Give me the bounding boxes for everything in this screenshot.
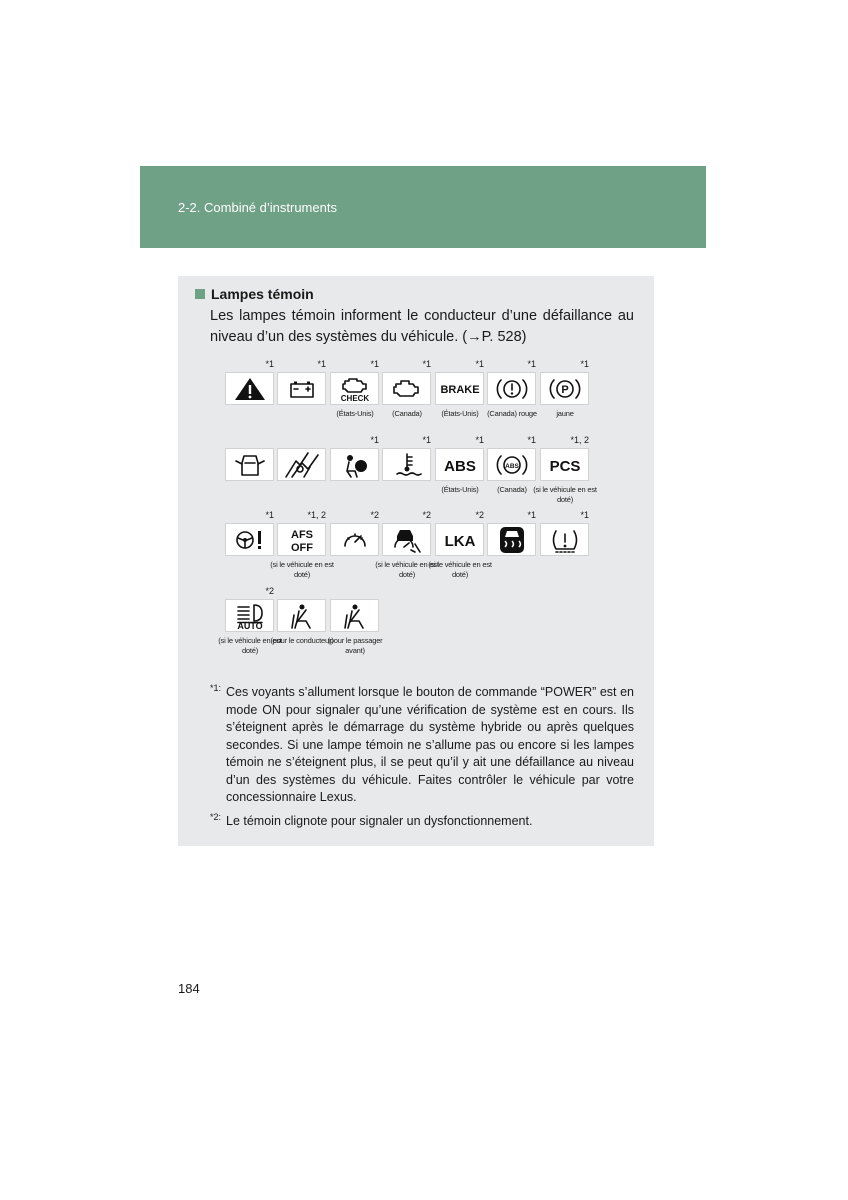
open-door-icon bbox=[225, 448, 274, 481]
seatbelt-driver-icon bbox=[277, 599, 326, 632]
icon-label: LKA bbox=[444, 532, 475, 550]
footnote-ref: *1 bbox=[422, 435, 431, 445]
indicator-cell bbox=[330, 510, 379, 560]
indicator-cell bbox=[487, 435, 536, 495]
check-engine-icon bbox=[330, 372, 379, 405]
indicator-cell bbox=[218, 586, 282, 656]
footnote-ref: *1 bbox=[475, 435, 484, 445]
indicator-cell bbox=[330, 435, 379, 485]
footnote-text: Ces voyants s’allument lorsque le bouton de commande “POWER” est en mode ON pour signaler qu’une vérification de système est en cours. Ils s’éteignent après le démarrage du système hybride ou après quelques secondes. Si une lampe témoin ne s’allume pas ou encore si les lampes témoin ne s’éteignent plus, il se peut qu’il y ait une défaillance au niveau d’un des systèmes du véhicule. Faites contrôler le véhicule par votre concessionnaire Lexus. bbox=[226, 685, 634, 804]
indicator-cell bbox=[225, 359, 274, 409]
footnote-ref: *1 bbox=[265, 359, 274, 369]
indicator-caption: (si le véhicule en est doté) bbox=[533, 485, 597, 504]
footnote-ref: *2 bbox=[265, 586, 274, 596]
footnote-ref: *1, 2 bbox=[570, 435, 589, 445]
footnote-ref: *1 bbox=[370, 359, 379, 369]
intro-paragraph: Les lampes témoin informent le conducteur d’une défaillance au niveau d’un des systèmes du véhicule. (→P. 528) bbox=[210, 308, 634, 345]
footnotes bbox=[210, 684, 634, 830]
footnote-2 bbox=[210, 813, 634, 831]
indicator-caption: (Canada) rouge bbox=[487, 409, 537, 418]
airbag-icon bbox=[330, 448, 379, 481]
footnote-ref: *1 bbox=[317, 359, 326, 369]
footnote-ref: *1 bbox=[580, 359, 589, 369]
brake-text-icon bbox=[435, 372, 484, 405]
seatbelt-passenger-icon bbox=[330, 599, 379, 632]
parking-brake-icon bbox=[540, 372, 589, 405]
footnote-ref: *1 bbox=[265, 510, 274, 520]
indicator-cell bbox=[533, 435, 597, 505]
tire-pressure-icon bbox=[540, 523, 589, 556]
indicator-cell bbox=[270, 599, 334, 646]
footnote-ref: *1 bbox=[527, 435, 536, 445]
indicator-cell bbox=[540, 510, 589, 560]
footnote-ref: *1 bbox=[527, 510, 536, 520]
coolant-temperature-icon bbox=[382, 448, 431, 481]
footnote-ref: *2 bbox=[475, 510, 484, 520]
auto-headlight-icon bbox=[225, 599, 274, 632]
indicator-lamps-panel bbox=[178, 276, 654, 846]
icon-label: AFS bbox=[290, 528, 313, 541]
icon-label: ABS bbox=[504, 462, 519, 470]
indicator-cell bbox=[277, 359, 326, 409]
icon-label: PCS bbox=[549, 457, 580, 475]
indicator-cell bbox=[327, 599, 383, 656]
indicator-cell bbox=[225, 448, 274, 485]
indicator-cell bbox=[270, 510, 334, 580]
battery-icon bbox=[277, 372, 326, 405]
warning-triangle-icon bbox=[225, 372, 274, 405]
footnote-mark: *2: bbox=[210, 811, 222, 822]
cruise-control-icon bbox=[330, 523, 379, 556]
icon-label: ABS bbox=[443, 457, 476, 475]
indicator-caption: (pour le passager avant) bbox=[327, 636, 383, 655]
indicator-caption: (États-Unis) bbox=[441, 409, 479, 418]
indicator-caption: (Canada) bbox=[392, 409, 422, 418]
icon-label: CHECK bbox=[340, 393, 369, 403]
footnote-ref: *2 bbox=[422, 510, 431, 520]
navigation-map-icon bbox=[277, 448, 326, 481]
indicator-caption: (si le véhicule en est doté) bbox=[270, 560, 334, 579]
lka-text-icon bbox=[435, 523, 484, 556]
icon-label: OFF bbox=[290, 541, 313, 554]
footnote-mark: *1: bbox=[210, 683, 222, 693]
footnote-ref: *2 bbox=[370, 510, 379, 520]
afs-off-icon bbox=[277, 523, 326, 556]
svg-text:P: P bbox=[560, 383, 569, 396]
square-bullet-icon bbox=[195, 289, 205, 299]
section-heading-text: Lampes témoin bbox=[211, 286, 314, 302]
section-title: 2-2. Combiné d’instruments bbox=[178, 200, 337, 215]
pcs-text-icon bbox=[540, 448, 589, 481]
indicator-caption: (si le véhicule en est doté) bbox=[428, 560, 492, 579]
indicator-cell bbox=[277, 448, 326, 485]
indicator-caption: (Canada) bbox=[497, 485, 527, 494]
indicator-cell bbox=[487, 510, 536, 560]
indicator-cell bbox=[375, 510, 439, 580]
indicator-cell bbox=[382, 359, 431, 419]
footnote-ref: *1 bbox=[370, 435, 379, 445]
indicator-caption: jaune bbox=[556, 409, 574, 418]
indicator-caption: (pour le conducteur) bbox=[270, 636, 334, 645]
footnote-1 bbox=[210, 684, 634, 807]
slip-indicator-icon bbox=[487, 523, 536, 556]
footnote-ref: *1 bbox=[580, 510, 589, 520]
footnote-ref: *1 bbox=[475, 359, 484, 369]
indicator-caption: (États-Unis) bbox=[441, 485, 479, 494]
brake-circle-icon bbox=[487, 372, 536, 405]
icon-label: BRAKE bbox=[439, 383, 480, 396]
indicator-cell bbox=[225, 510, 274, 560]
icon-label: AUTO bbox=[236, 620, 263, 630]
footnote-ref: *1 bbox=[527, 359, 536, 369]
abs-circle-icon bbox=[487, 448, 536, 481]
engine-icon bbox=[382, 372, 431, 405]
indicator-cell bbox=[487, 359, 537, 419]
indicator-cell bbox=[382, 435, 431, 485]
page-number: 184 bbox=[178, 981, 200, 996]
footnote-ref: *1 bbox=[422, 359, 431, 369]
abs-text-icon bbox=[435, 448, 484, 481]
indicator-cell bbox=[540, 359, 589, 419]
section-heading bbox=[195, 286, 314, 302]
steering-warning-icon bbox=[225, 523, 274, 556]
section-header-band bbox=[140, 166, 706, 248]
indicator-caption: (si le véhicule en est doté) bbox=[218, 636, 282, 655]
footnote-ref: *1, 2 bbox=[307, 510, 326, 520]
indicator-caption: (États-Unis) bbox=[336, 409, 374, 418]
indicator-caption: (si le véhicule en est doté) bbox=[375, 560, 439, 579]
indicator-cell bbox=[428, 510, 492, 580]
footnote-text: Le témoin clignote pour signaler un dysfonctionnement. bbox=[226, 813, 533, 828]
radar-cruise-icon bbox=[382, 523, 431, 556]
